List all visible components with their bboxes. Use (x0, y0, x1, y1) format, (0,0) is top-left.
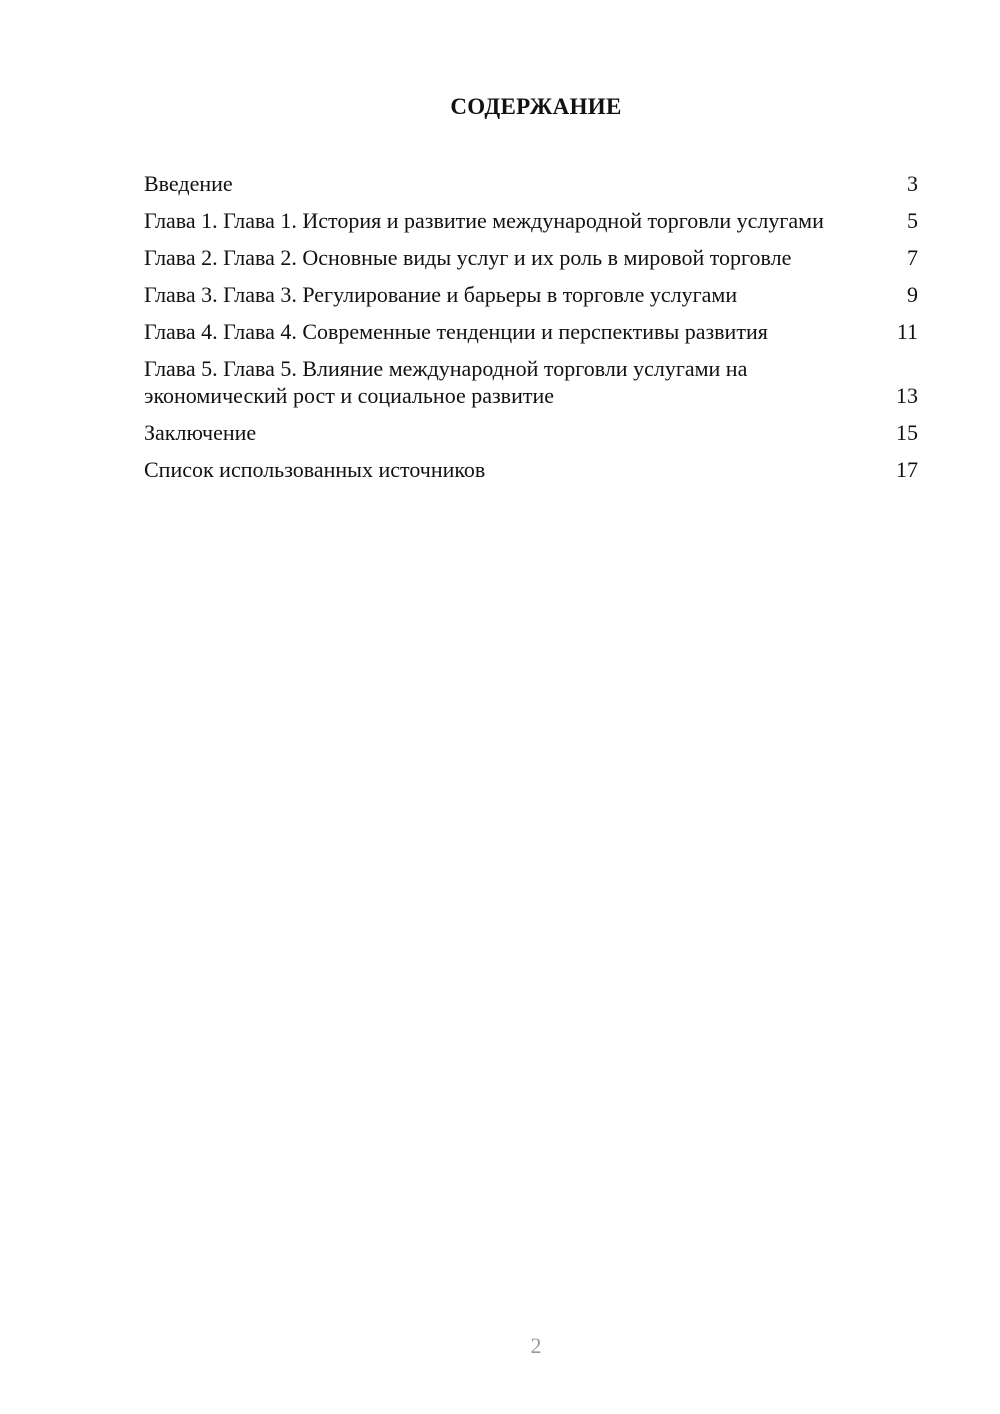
toc-entry-chapter-1 (144, 207, 918, 234)
toc-entry-conclusion (144, 419, 918, 446)
toc-entry-chapter-4 (144, 318, 918, 345)
toc-entry-title: Глава 2. Глава 2. Основные виды услуг и их роль в мировой торговле (144, 245, 792, 270)
toc-entry-introduction (144, 170, 918, 197)
toc-entry-references (144, 456, 918, 483)
toc-entry-chapter-5 (144, 355, 918, 409)
toc-entry-page: 9 (907, 282, 918, 307)
toc-entry-title: Глава 5. Глава 5. Влияние международной торговли услугами на экономический рост и социальное развитие (144, 356, 748, 408)
page-title: СОДЕРЖАНИЕ (450, 94, 622, 119)
toc-entry-title: Глава 1. Глава 1. История и развитие международной торговли услугами (144, 208, 824, 233)
toc-entry-title: Введение (144, 171, 233, 196)
toc-entry-title: Глава 3. Глава 3. Регулирование и барьеры в торговле услугами (144, 282, 738, 307)
page-number: 2 (530, 1333, 542, 1358)
toc-entry-page: 3 (907, 171, 918, 196)
toc-entry-page: 11 (896, 319, 918, 344)
toc-entry-page: 13 (896, 383, 918, 408)
toc-entry-page: 17 (896, 457, 918, 482)
table-of-contents (144, 170, 918, 493)
toc-entry-title: Список использованных источников (144, 457, 486, 482)
toc-entry-page: 15 (896, 420, 918, 445)
toc-entry-title: Глава 4. Глава 4. Современные тенденции и перспективы развития (144, 319, 768, 344)
toc-entry-chapter-2 (144, 244, 918, 271)
toc-entry-chapter-3 (144, 281, 918, 308)
toc-entry-page: 5 (907, 208, 918, 233)
toc-entry-title: Заключение (144, 420, 257, 445)
toc-entry-page: 7 (907, 245, 918, 270)
